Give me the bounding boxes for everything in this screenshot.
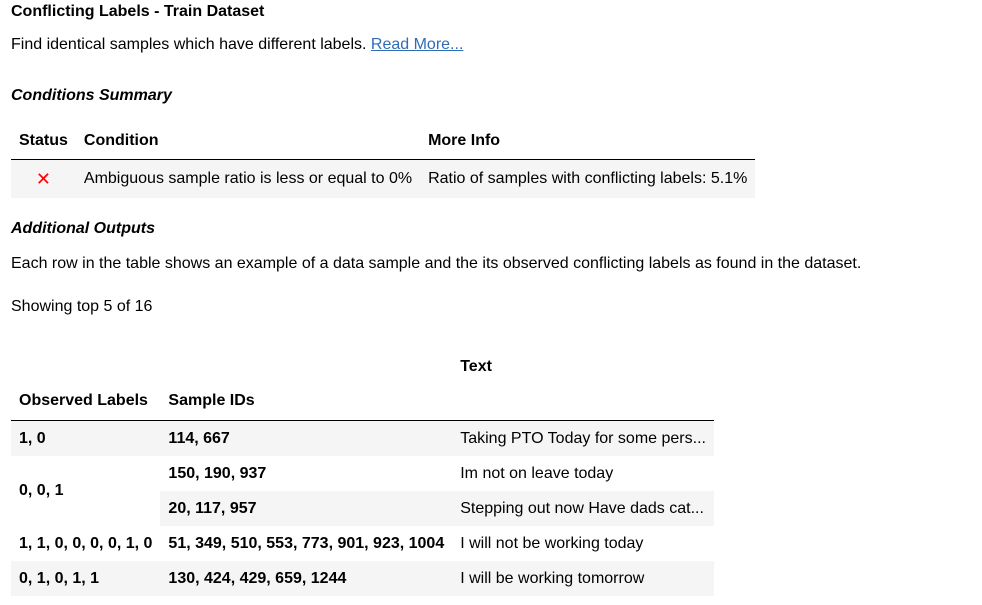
check-description [11, 35, 463, 55]
read-more-link[interactable]: Read More... [370, 36, 464, 53]
text-cell: Stepping out now Have dads cat... [452, 491, 714, 526]
text-cell: I will be working tomorrow [452, 561, 714, 596]
text-cell: I will not be working today [460, 534, 644, 552]
conditions-summary-heading: Conditions Summary [11, 87, 172, 104]
table-row [11, 160, 755, 199]
column-header-observed-labels: Observed Labels [11, 384, 160, 421]
sample-ids-cell: 150, 190, 937 [168, 464, 267, 482]
observed-labels-cell: 1, 1, 0, 0, 0, 0, 1, 0 [19, 534, 153, 552]
column-header-more-info: More Info [420, 125, 755, 160]
check-title: Conflicting Labels - Train Dataset [11, 3, 265, 20]
observed-labels-cell: 0, 1, 0, 1, 1 [11, 561, 160, 596]
sample-ids-cell: 51, 349, 510, 553, 773, 901, 923, 1004 [168, 534, 445, 552]
column-header-text: Text [460, 358, 492, 375]
more-info-cell: Ratio of samples with conflicting labels: 5.1% [420, 160, 755, 199]
column-header-status: Status [11, 125, 76, 160]
text-cell: Im not on leave today [460, 464, 614, 482]
x-icon: ✕ [11, 160, 76, 199]
conditions-summary-table [11, 125, 755, 198]
table-row [11, 561, 714, 596]
observed-labels-cell: 1, 0 [11, 421, 160, 457]
condition-cell: Ambiguous sample ratio is less or equal to 0% [76, 160, 420, 199]
conflicting-labels-table [11, 350, 714, 596]
sample-ids-cell: 20, 117, 957 [160, 491, 452, 526]
table-row [11, 421, 714, 457]
check-description-text: Find identical samples which have different labels. [11, 36, 367, 53]
sample-ids-cell: 130, 424, 429, 659, 1244 [160, 561, 452, 596]
text-cell: Taking PTO Today for some pers... [452, 421, 714, 457]
sample-ids-cell: 114, 667 [160, 421, 452, 457]
column-header-sample-ids: Sample IDs [160, 384, 452, 421]
observed-labels-cell: 0, 0, 1 [19, 482, 64, 499]
table-row [11, 526, 714, 561]
blank-header [452, 384, 714, 421]
column-header-condition: Condition [76, 125, 420, 160]
blank-header [160, 350, 452, 384]
additional-outputs-heading: Additional Outputs [11, 220, 155, 237]
showing-count: Showing top 5 of 16 [11, 298, 153, 315]
table-row [11, 456, 714, 491]
blank-header [11, 350, 160, 384]
additional-outputs-description: Each row in the table shows an example of a data sample and the its observed conflicting labels as found in the dataset. [11, 255, 862, 272]
